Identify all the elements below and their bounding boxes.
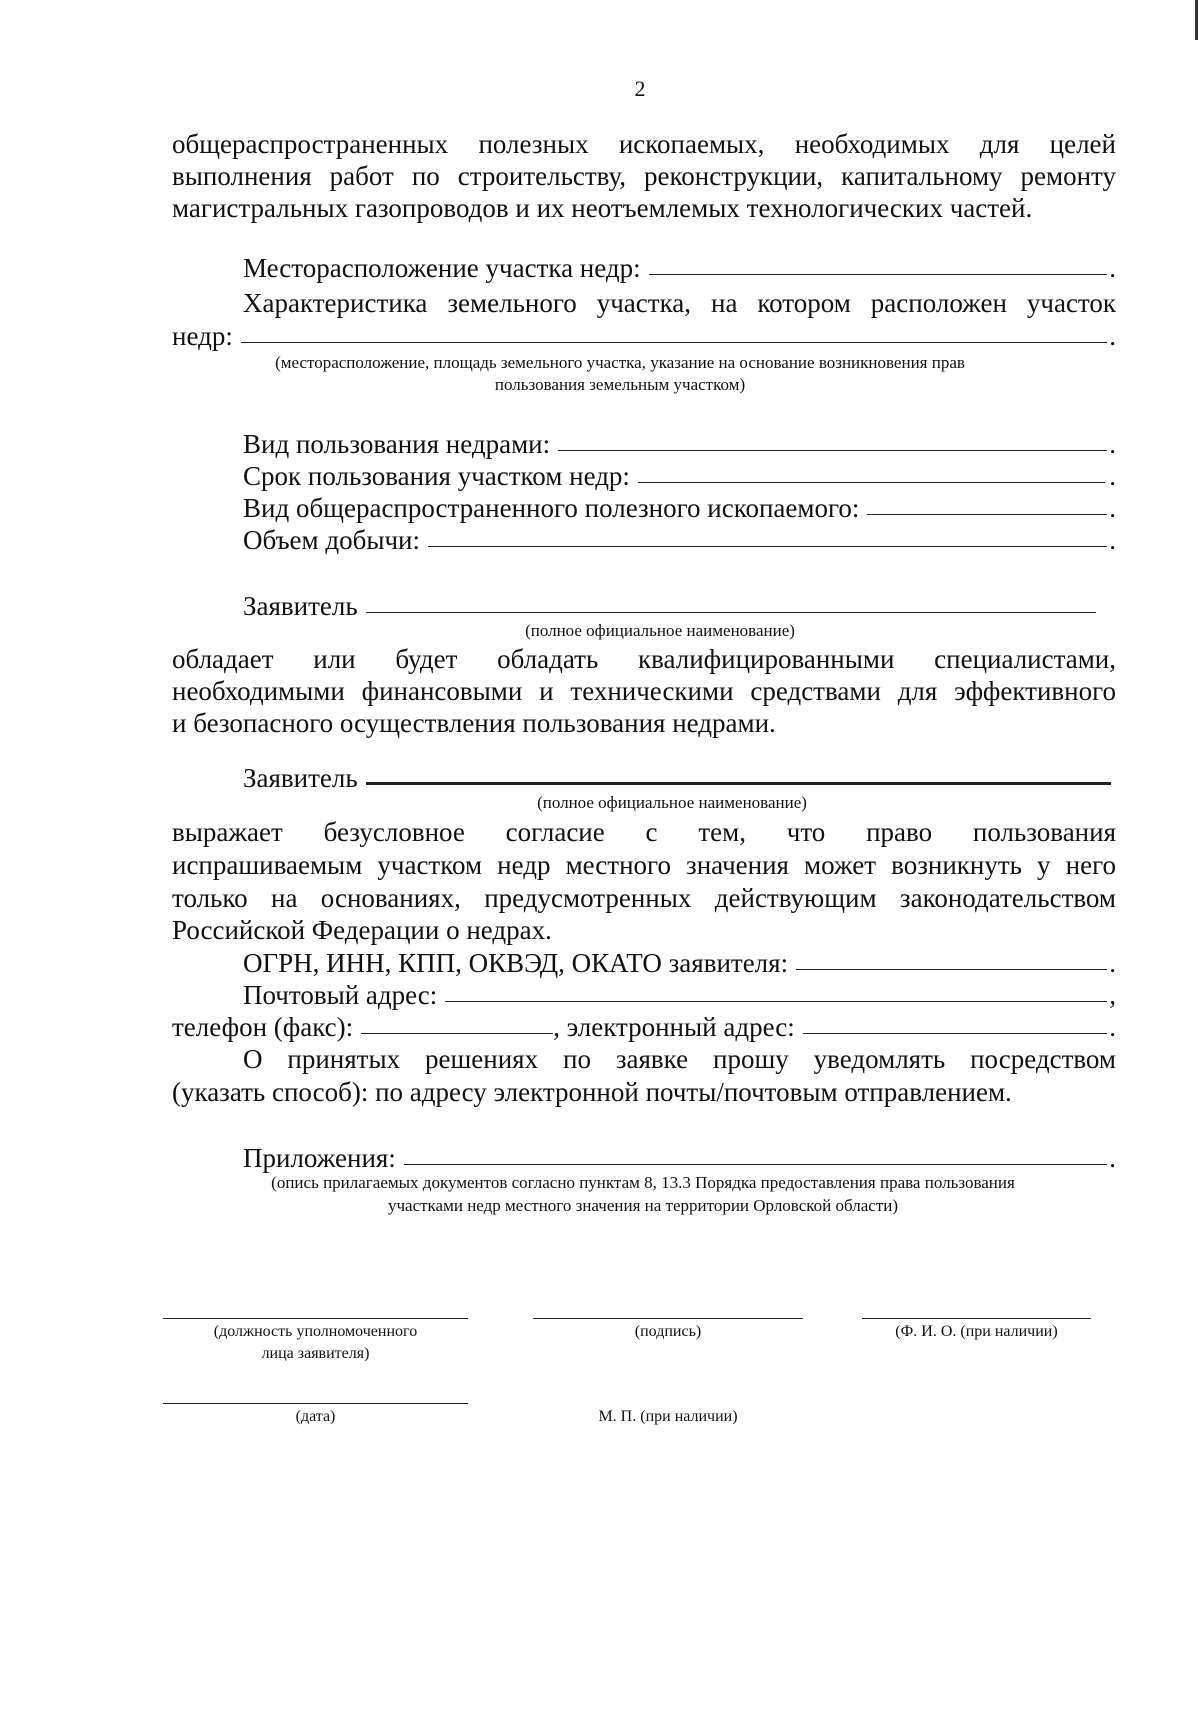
signature-caption: (подпись): [634, 1323, 702, 1340]
phone-label: телефон (факс):: [172, 1012, 354, 1042]
attachments-end: .: [1109, 1143, 1116, 1173]
applicant2-line-1: выражает безусловное согласие с тем, что право пользования: [172, 817, 1116, 847]
attachments-field[interactable]: [404, 1163, 1107, 1165]
usage-term-field[interactable]: [638, 481, 1105, 483]
intro-line-2: выполнения работ по строительству, реконструкции, капитальному ремонту: [172, 161, 1116, 191]
intro-line-1: общераспространенных полезных ископаемых, необходимых для целей: [172, 129, 1116, 159]
email-field[interactable]: [803, 1032, 1108, 1034]
postal-label: Почтовый адрес:: [243, 980, 438, 1010]
scan-edge-mark: [1195, 0, 1198, 40]
email-label: , электронный адрес:: [553, 1012, 795, 1042]
attachments-label: Приложения:: [243, 1143, 396, 1173]
applicant2-label: Заявитель: [243, 763, 358, 793]
land-row: [172, 320, 1116, 352]
applicant2-line-4: Российской Федерации о недрах.: [172, 915, 552, 945]
location-end: .: [1109, 253, 1116, 283]
land-label: недр:: [172, 321, 233, 351]
land-field[interactable]: [241, 341, 1107, 343]
location-label: Месторасположение участка недр:: [243, 253, 641, 283]
applicant1-row: [243, 590, 1098, 622]
usage-term-end: .: [1109, 461, 1116, 491]
volume-label: Объем добычи:: [243, 525, 420, 555]
mineral-label: Вид общераспространенного полезного ископаемого:: [243, 493, 860, 523]
applicant1-line-1: обладает или будет обладать квалифицированными специалистами,: [172, 644, 1116, 674]
fio-caption: (Ф. И. О. (при наличии): [895, 1323, 1058, 1340]
applicant2-note: (полное официальное наименование): [537, 793, 807, 812]
postal-field[interactable]: [445, 1000, 1107, 1002]
date-line[interactable]: [163, 1403, 468, 1404]
phone-row: [172, 1011, 1116, 1043]
usage-type-end: .: [1109, 429, 1116, 459]
position-caption-2: лица заявителя): [261, 1345, 370, 1362]
applicant2-row: [243, 762, 1113, 794]
fio-line[interactable]: [862, 1318, 1091, 1319]
usage-type-field[interactable]: [558, 449, 1107, 451]
page-number: 2: [634, 76, 646, 101]
applicant1-line-2: необходимыми финансовыми и техническими средствами для эффективного: [172, 676, 1116, 706]
volume-end: .: [1109, 525, 1116, 555]
location-row: [243, 252, 1116, 284]
codes-field[interactable]: [796, 968, 1107, 970]
usage-type-label: Вид пользования недрами:: [243, 429, 551, 459]
applicant2-line-3: только на основаниях, предусмотренных действующим законодательством: [172, 883, 1116, 913]
volume-row: [243, 524, 1116, 556]
phone-end: .: [1109, 1012, 1116, 1042]
usage-type-row: [243, 428, 1116, 460]
land-note-2: пользования земельным участком): [494, 375, 746, 394]
stamp-caption: М. П. (при наличии): [598, 1408, 738, 1425]
attachments-note-1: (опись прилагаемых документов согласно пунктам 8, 13.3 Порядка предоставления права пользования: [271, 1173, 1015, 1192]
applicant1-label: Заявитель: [243, 591, 358, 621]
usage-term-label: Срок пользования участком недр:: [243, 461, 630, 491]
phone-field[interactable]: [361, 1032, 553, 1034]
date-caption: (дата): [295, 1408, 336, 1425]
notify-line-2: (указать способ): по адресу электронной почты/почтовым отправлением.: [172, 1077, 1012, 1107]
attachments-row: [243, 1142, 1116, 1174]
mineral-row: [243, 492, 1116, 524]
attachments-note-2: участками недр местного значения на территории Орловской области): [387, 1196, 899, 1215]
mineral-end: .: [1109, 493, 1116, 523]
location-field[interactable]: [649, 273, 1108, 275]
mineral-field[interactable]: [867, 513, 1107, 515]
applicant1-line-3: и безопасного осуществления пользования недрами.: [172, 708, 776, 738]
land-end: .: [1109, 321, 1116, 351]
intro-line-3: магистральных газопроводов и их неотъемлемых технологических частей.: [172, 193, 1033, 223]
usage-term-row: [243, 460, 1116, 492]
applicant2-line-2: испрашиваемым участком недр местного значения может возникнуть у него: [172, 850, 1116, 880]
signature-line[interactable]: [533, 1318, 803, 1319]
postal-row: [243, 979, 1116, 1011]
codes-row: [243, 947, 1116, 979]
applicant2-field[interactable]: [366, 781, 1111, 785]
applicant1-note: (полное официальное наименование): [525, 621, 795, 640]
volume-field[interactable]: [428, 545, 1107, 547]
position-signature-line[interactable]: [163, 1318, 468, 1319]
postal-end: ,: [1109, 980, 1116, 1010]
codes-end: .: [1109, 948, 1116, 978]
land-line-1-text: Характеристика земельного участка, на котором расположен участок: [243, 288, 1116, 318]
position-caption-1: (должность уполномоченного: [213, 1323, 418, 1340]
land-note-1: (месторасположение, площадь земельного участка, указание на основание возникновения прав: [275, 353, 965, 372]
codes-label: ОГРН, ИНН, КПП, ОКВЭД, ОКАТО заявителя:: [243, 948, 789, 978]
notify-line-1: О принятых решениях по заявке прошу уведомлять посредством: [243, 1044, 1116, 1074]
applicant1-field[interactable]: [366, 611, 1096, 613]
land-line-1: [243, 287, 1116, 319]
